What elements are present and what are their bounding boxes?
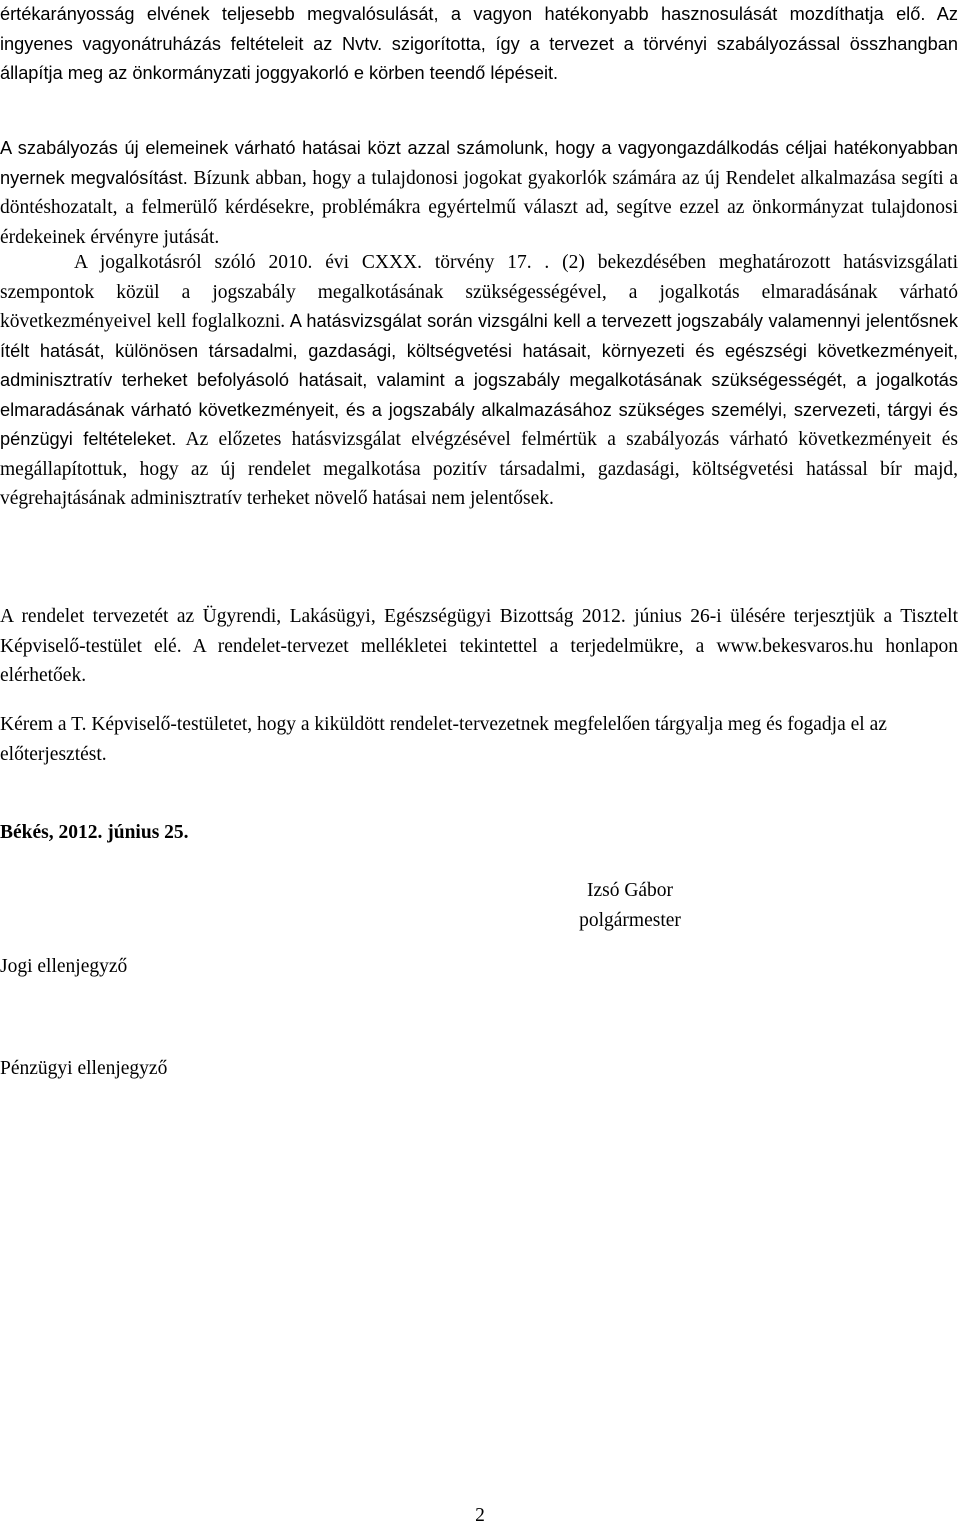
paragraph-3 (0, 248, 958, 514)
legal-countersign-label: Jogi ellenjegyző (0, 956, 128, 977)
paragraph-3-text-sans: A hatásvizsgálat során vizsgálni kell a tervezett jogszabály valamennyi jelentősnek ítélt hatását, különösen társadalmi, gazdasági, költségvetési hatásait, környezeti és egészségi következményeit, adminisztratív terheket befolyásoló hatásait, valamint a jogszabály megalkotásának szükségességét, a jogalkotás elmaradásának várható következményeit, és a jogszabály alkalmazásához szükséges személyi, szervezeti, tárgyi és pénzügyi feltételeket. (0, 311, 958, 449)
signature-block (540, 876, 720, 935)
paragraph-4-text: A rendelet tervezetét az Ügyrendi, Lakásügyi, Egészségügyi Bizottság 2012. június 26-i ülésére terjesztjük a Tisztelt Képviselő-testület elé. A rendelet-tervezet mellékletei tekintettel a terjedelmükre, a www.bekesvaros.hu honlapon elérhetőek. (0, 606, 958, 686)
paragraph-5 (0, 710, 958, 769)
paragraph-2 (0, 134, 958, 252)
signer-title: polgármester (579, 909, 681, 931)
paragraph-3-text-serif: A jogalkotásról szóló 2010. évi CXXX. törvény 17. . (2) bekezdésében meghatározott hatásvizsgálati szempontok közül a jogszabály megalkotásának szükségességével, a jogalkotás elmaradásának várható következményeivel kell foglalkozni. (0, 252, 958, 332)
page-number: 2 (475, 1505, 485, 1526)
paragraph-1-text: értékarányosság elvének teljesebb megvalósulását, a vagyon hatékonyabb hasznosulását mozdíthatja elő. Az ingyenes vagyonátruházás feltételeit az Nvtv. szigorította, így a tervezet a törvényi szabályozással összhangban állapítja meg az önkormányzati joggyakorló e körben teendő lépéseit. (0, 4, 958, 83)
place-date: Békés, 2012. június 25. (0, 822, 189, 843)
signer-name: Izsó Gábor (586, 880, 674, 901)
financial-countersign-label: Pénzügyi ellenjegyző (0, 1058, 168, 1079)
paragraph-1 (0, 0, 958, 89)
paragraph-2-text-serif: Bízunk abban, hogy a tulajdonosi jogokat gyakorlók számára az új Rendelet alkalmazása segíti a döntéshozatalt, a felmerülő kérdésekre, problémákra egyértelmű választ ad, segítve ezzel az önkormányzat tulajdonosi érdekeinek érvényre jutását. (0, 167, 958, 248)
paragraph-3-text-serif-2: Az előzetes hatásvizsgálat elvégzésével felmértük a szabályozás várható következményeit és megállapítottuk, hogy az új rendelet megalkotása pozitív társadalmi, gazdasági, költségvetési hatással bír majd, végrehajtásának adminisztratív terheket növelő hatásai nem jelentősek. (0, 429, 958, 509)
paragraph-4 (0, 602, 958, 691)
paragraph-5-text: Kérem a T. Képviselő-testületet, hogy a kiküldött rendelet-tervezetnek megfelelően tárgyalja meg és fogadja el az előterjesztést. (0, 714, 887, 765)
paragraph-2-text-sans: A szabályozás új elemeinek várható hatásai közt azzal számolunk, hogy a vagyongazdálkodás céljai hatékonyabban nyernek megvalósítást. (0, 138, 958, 188)
